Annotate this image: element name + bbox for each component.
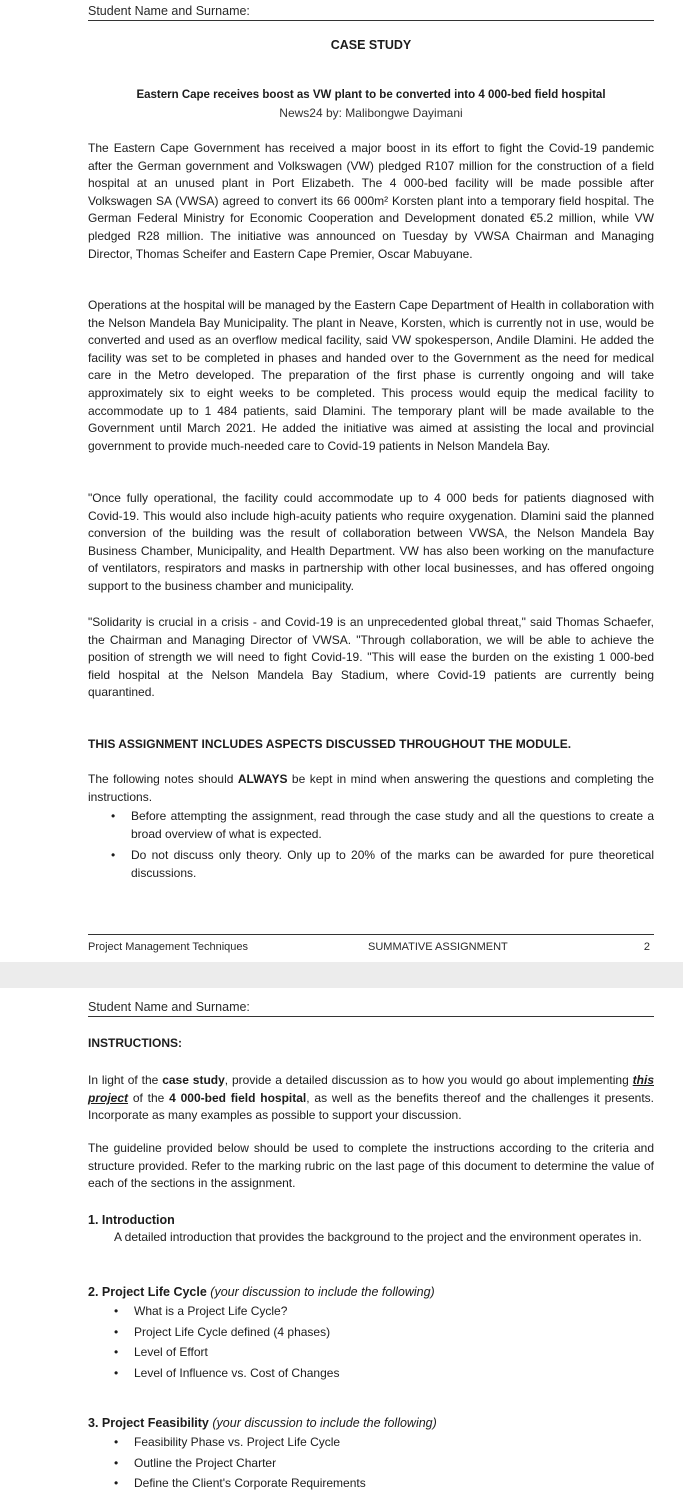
list-item: • Outline the Project Charter (112, 1455, 632, 1473)
article-headline: Eastern Cape receives boost as VW plant to be converted into 4 000-bed field hospital (136, 89, 606, 101)
list-item: • Feasibility Phase vs. Project Life Cycle (112, 1434, 632, 1452)
footer-divider (88, 934, 654, 935)
life-cycle-list (112, 1303, 632, 1382)
instructions-paragraph-2: The guideline provided below should be used to complete the instructions according to the criteria and structure provided. Refer to the marking rubric on the last page of this document to determine the value of each of the sections in the assignment. (88, 1141, 654, 1191)
footer-assignment: SUMMATIVE ASSIGNMENT (368, 941, 508, 953)
page-title: CASE STUDY (330, 38, 412, 52)
student-name-label: Student Name and Surname: (88, 4, 654, 21)
list-item: • Level of Influence vs. Cost of Changes (112, 1365, 632, 1383)
paragraph-2: Operations at the hospital will be managed by the Eastern Cape Department of Health in collaboration with the Nelson Mandela Bay Municipality. The plant in Neave, Korsten, which is currently not in use, would be converted and used as an overflow medical facility, said VW spokesperson, Andile Dlamini. He added the facility was set to be completed in phases and handed over to the Government as the need for medical care in the Metro developed. The preparation of the first phase is currently ongoing and will take approximately six to eight weeks to be completed. This process would equip the medical facility to accommodate up to 1 484 patients, said Dlamini. The temporary plant will be made available to the Government until March 2021. He added the initiative was aimed at assisting the local and provincial government to provide much-needed care to Covid-19 patients in Nelson Mandela Bay. (88, 298, 654, 453)
section-life-cycle-title: 2. Project Life Cycle (your discussion to include the following) (88, 1285, 435, 1299)
list-item: • Before attempting the assignment, read through the case study and all the questions to create a broad overview of what is expected. (109, 808, 654, 843)
list-item: • Level of Effort (112, 1344, 632, 1362)
student-name-label: Student Name and Surname: (88, 1000, 654, 1017)
feasibility-list (112, 1434, 632, 1493)
list-item: • Project Life Cycle defined (4 phases) (112, 1324, 632, 1342)
document-page-2 (0, 988, 683, 1509)
instructions-heading: INSTRUCTIONS: (88, 1036, 182, 1050)
paragraph-3: "Once fully operational, the facility could accommodate up to 4 000 beds for patients diagnosed with Covid-19. This would also include high-acuity patients who require oxygenation. Dlamini said the planned conversion of the building was the result of collaboration between VWSA, the Nelson Mandela Bay Business Chamber, Municipality, and Health Department. VW has also been working on the manufacture of ventilators, respirators and masks in partnership with other local businesses, and has offered ongoing support to the business chamber and municipality. (88, 491, 654, 593)
assignment-heading: THIS ASSIGNMENT INCLUDES ASPECTS DISCUSSED THROUGHOUT THE MODULE. (88, 737, 572, 751)
paragraph-4: "Solidarity is crucial in a crisis - and Covid-19 is an unprecedented global threat," said Thomas Schaefer, the Chairman and Managing Director of VWSA. "Through collaboration, we will be able to achieve the position of strength we will need to fight Covid-19. "This will ease the burden on the existing 1 000-bed field hospital at the Nelson Mandela Bay Stadium, where Covid-19 patients are currently being quarantined. (88, 615, 654, 700)
instructions-paragraph-1: In light of the case study, provide a detailed discussion as to how you would go about implementing this project of the 4 000-bed field hospital, as well as the benefits thereof and the challenges it presents. Incorporate as many examples as possible to support your discussion. (88, 1073, 654, 1123)
section-introduction-title: 1. Introduction (88, 1213, 175, 1227)
list-item: • Do not discuss only theory. Only up to 20% of the marks can be awarded for pure theoretical discussions. (109, 847, 654, 882)
section-introduction-body: A detailed introduction that provides the background to the project and the environment operates in. (114, 1230, 642, 1244)
list-item: • What is a Project Life Cycle? (112, 1303, 632, 1321)
list-item: • Define the Client's Corporate Requirements (112, 1475, 632, 1493)
notes-list (109, 808, 654, 882)
page-separator (0, 962, 683, 988)
footer-course: Project Management Techniques (88, 941, 249, 953)
footer-page-number: 2 (643, 941, 650, 953)
article-byline: News24 by: Malibongwe Dayimani (279, 106, 463, 120)
notes-intro: The following notes should ALWAYS be kept in mind when answering the questions and completing the instructions. (88, 772, 654, 804)
section-feasibility-title: 3. Project Feasibility (your discussion to include the following) (88, 1416, 437, 1430)
paragraph-1: The Eastern Cape Government has received a major boost in its effort to fight the Covid-19 pandemic after the German government and Volkswagen (VW) pledged R107 million for the construction of a field hospital at an unused plant in Port Elizabeth. The 4 000-bed facility will be made possible after Volkswagen SA (VWSA) agreed to convert its 66 000m² Korsten plant into a temporary field hospital. The German Federal Ministry for Economic Cooperation and Development donated €5.2 million, while VW pledged R28 million. The initiative was announced on Tuesday by VWSA Chairman and Managing Director, Thomas Scheifer and Eastern Cape Premier, Oscar Mabuyane. (88, 141, 654, 261)
